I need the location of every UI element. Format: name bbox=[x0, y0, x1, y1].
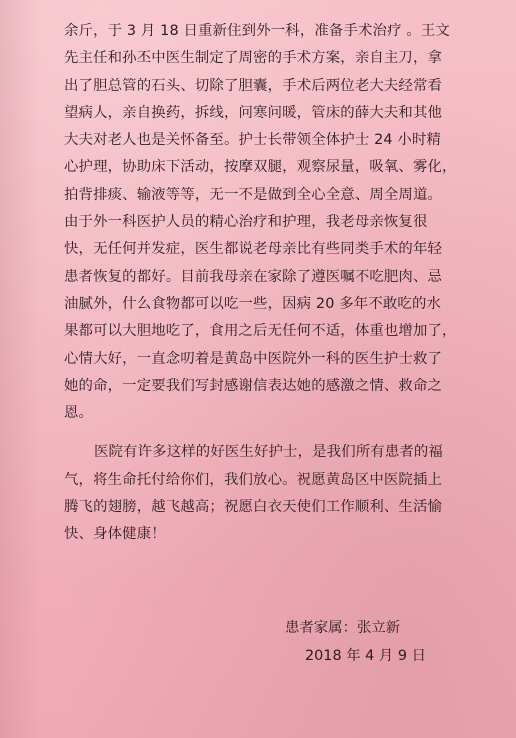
letter-line: 心护理，协助床下活动，按摩双腿，观察尿量，吸氧、雾化， bbox=[64, 159, 457, 176]
letter-line: 心情大好，一直念叨着是黄岛中医院外一科的医生护士救了 bbox=[64, 350, 443, 367]
letter-line: 患者恢复的都好。目前我母亲在家除了遵医嘱不吃肥肉、忌 bbox=[64, 268, 443, 285]
letter-line: 她的命，一定要我们写封感谢信表达她的感激之情、救命之 bbox=[64, 377, 443, 394]
closing-line: 气，将生命托付给你们，我们放心。祝愿黄岛区中医院插上 bbox=[64, 471, 443, 488]
signature-family: 患者家属：张立新 bbox=[285, 620, 401, 636]
letter-line: 望病人，亲自换药，拆线，问寒问暖，管床的薛大夫和其他 bbox=[64, 104, 443, 121]
letter-line: 恩。 bbox=[64, 405, 94, 422]
letter-line: 出了胆总管的石头、切除了胆囊，手术后两位老大夫经常看 bbox=[64, 77, 443, 94]
letter-line: 油腻外，什么食物都可以吃一些，因病 20 多年不敢吃的水 bbox=[64, 295, 442, 312]
signature-block bbox=[285, 614, 426, 670]
letter-body bbox=[64, 18, 484, 549]
letter-line: 由于外一科医护人员的精心治疗和护理，我老母亲恢复很 bbox=[64, 214, 428, 231]
paragraph-gap bbox=[64, 427, 484, 439]
closing-line: 医院有许多这样的好医生好护士，是我们所有患者的福 bbox=[94, 444, 443, 461]
letter-line: 拍背排痰、输液等等，无一不是做到全心全意、周全周道。 bbox=[64, 186, 443, 203]
page-shadow bbox=[0, 0, 40, 738]
signature-date: 2018 年 4 月 9 日 bbox=[305, 648, 426, 664]
closing-line: 快、身体健康！ bbox=[64, 526, 166, 543]
closing-line: 腾飞的翅膀，越飞越高；祝愿白衣天使们工作顺利、生活愉 bbox=[64, 499, 443, 516]
letter-line: 大夫对老人也是关怀备至。护士长带领全体护士 24 小时精 bbox=[64, 132, 442, 149]
letter-line: 快，无任何并发症，医生都说老母亲比有些同类手术的年轻 bbox=[64, 241, 443, 258]
letter-line: 先主任和孙丕中医生制定了周密的手术方案，亲自主刀，拿 bbox=[64, 50, 443, 67]
letter-line: 果都可以大胆地吃了，食用之后无任何不适，体重也增加了， bbox=[64, 323, 457, 340]
letter-line: 余斤，于 3 月 18 日重新住到外一科，准备手术治疗 。王文 bbox=[64, 23, 450, 39]
